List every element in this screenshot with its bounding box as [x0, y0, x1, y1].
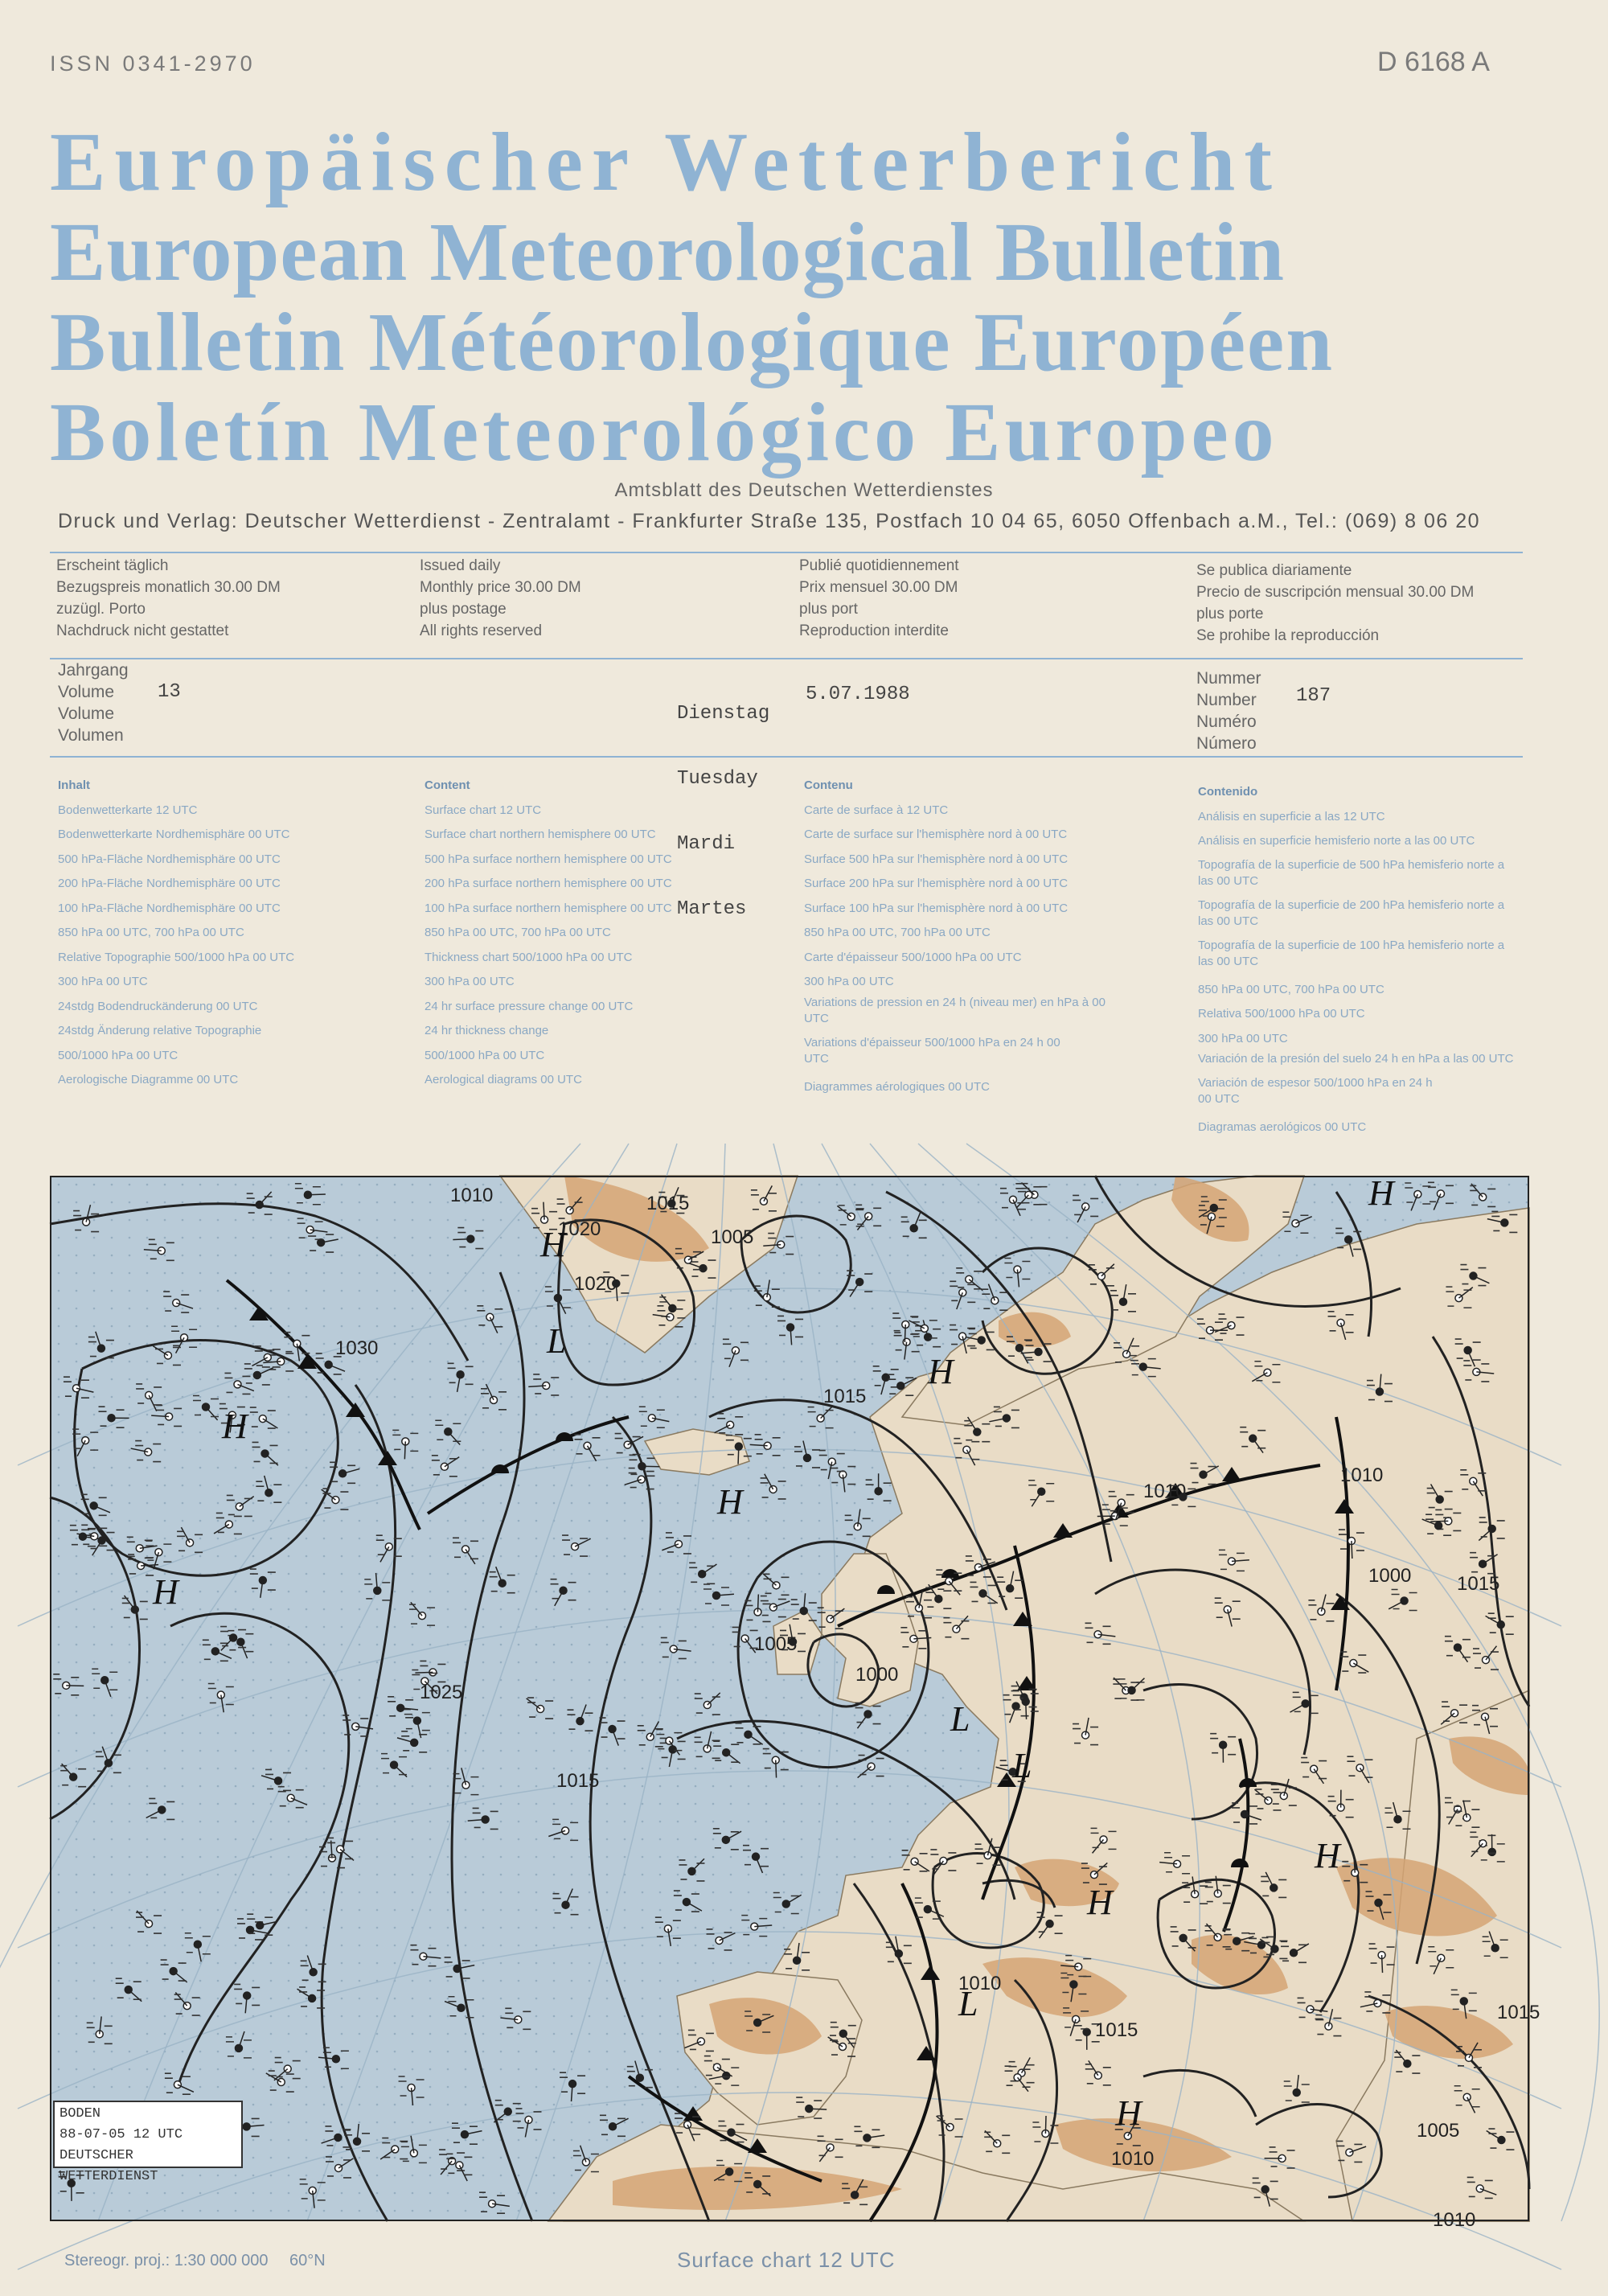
contents-item: Surface chart northern hemisphere 00 UTC	[425, 828, 656, 841]
station-circle	[1094, 2072, 1101, 2079]
isobar-label: 1005	[711, 1226, 754, 1248]
isobar-label: 1005	[1417, 2120, 1460, 2142]
station-circle	[1012, 1702, 1019, 1710]
contents-item: 300 hPa 00 UTC	[804, 975, 894, 988]
surface-weather-map	[50, 1173, 1540, 2231]
station-circle	[1038, 1488, 1045, 1495]
terms-line: Se publica diariamente	[1196, 562, 1352, 579]
station-circle	[462, 1546, 470, 1553]
projection-note: Stereogr. proj.: 1:30 000 000	[64, 2252, 269, 2269]
isobar-label: 1015	[556, 1770, 600, 1792]
station-circle	[1479, 1560, 1487, 1567]
wind-barb	[1045, 2116, 1046, 2134]
number-label: Number	[1196, 691, 1257, 709]
isobar-label: 1020	[574, 1273, 617, 1295]
contents-item: Carte de surface à 12 UTC	[804, 803, 949, 817]
contents-item: 24 hr surface pressure change 00 UTC	[425, 999, 634, 1013]
contents-item: Topografía de la superficie de 200 hPa hemisferio norte a las 00 UTC	[1198, 897, 1505, 928]
station-circle	[839, 2043, 847, 2051]
station-circle	[684, 1256, 691, 1263]
number-label: Nummer	[1196, 669, 1261, 688]
wind-barb	[1382, 1955, 1383, 1973]
contents-item: Surface chart 12 UTC	[425, 803, 542, 817]
isobar-label: 1010	[1111, 2148, 1155, 2170]
contents-spanish	[1198, 780, 1544, 1140]
isobar-label: 1030	[335, 1337, 379, 1359]
station-circle	[699, 1265, 707, 1272]
contents-item: Thickness chart 500/1000 hPa 00 UTC	[425, 950, 633, 964]
station-circle	[1118, 1499, 1125, 1506]
wind-barb	[904, 1325, 905, 1342]
wind-barb	[776, 1760, 777, 1778]
station-circle	[1015, 1345, 1023, 1352]
divider	[50, 552, 1523, 553]
wind-barb	[1026, 1702, 1027, 1719]
station-circle	[83, 1218, 90, 1226]
wind-barb	[757, 1594, 758, 1612]
contents-item: Aerologische Diagramme 00 UTC	[58, 1073, 239, 1086]
contents-item: Diagrammes aérologiques 00 UTC	[804, 1079, 990, 1094]
station-circle	[754, 2019, 761, 2027]
station-circle	[1482, 1713, 1489, 1720]
volume-label: Volumen	[58, 726, 124, 745]
station-circle	[173, 1300, 180, 1307]
title-german: Europäischer Wetterbericht	[50, 116, 1281, 208]
terms-line: Publié quotidiennement	[799, 557, 959, 574]
isobar-label: 1005	[754, 1633, 798, 1655]
wind-barb	[453, 1239, 470, 1240]
isobar-label: 1015	[1497, 2002, 1540, 2023]
terms-line: Precio de suscripción mensual 30.00 DM	[1196, 584, 1475, 601]
contents-item: Surface 500 hPa sur l'hemisphère nord à 00 UTC	[804, 852, 1069, 866]
contents-heading: Content	[425, 778, 470, 792]
volume-label: Volume	[58, 704, 115, 723]
contents-german	[58, 774, 294, 1093]
contents-item: Carte de surface sur l'hemisphère nord à 00 UTC	[804, 828, 1068, 841]
isobar-label: 1015	[1457, 1573, 1500, 1595]
contents-french	[804, 774, 1142, 1099]
station-circle	[1290, 1949, 1298, 1957]
weekday-labels	[677, 659, 769, 942]
divider	[50, 756, 1523, 758]
contents-heading: Contenido	[1198, 785, 1258, 799]
station-circle	[1498, 2137, 1505, 2144]
contents-item: Carte d'épaisseur 500/1000 hPa 00 UTC	[804, 950, 1022, 964]
pressure-center: L	[547, 1321, 567, 1361]
isobar-label: 1010	[450, 1185, 494, 1206]
weekday-label: Mardi	[677, 833, 736, 855]
station-circle	[1470, 1272, 1477, 1279]
contents-item: 300 hPa 00 UTC	[1198, 1031, 1288, 1045]
contents-item: Diagramas aerológicos 00 UTC	[1198, 1120, 1367, 1134]
contents-item: 200 hPa-Fläche Nordhemisphäre 00 UTC	[58, 877, 281, 890]
contents-item: 500/1000 hPa 00 UTC	[425, 1048, 545, 1062]
station-circle	[713, 2064, 720, 2071]
contents-item: Relative Topographie 500/1000 hPa 00 UTC	[58, 950, 295, 964]
station-circle	[699, 1571, 706, 1578]
terms-french	[799, 555, 959, 642]
legend-line: DEUTSCHER WETTERDIENST	[59, 2148, 158, 2184]
postal-code-label: D 6168 A	[1377, 47, 1490, 77]
terms-line: plus porte	[1196, 606, 1264, 622]
issue-number: 187	[1296, 685, 1331, 707]
volume-label: Volume	[58, 683, 115, 701]
contents-item: 300 hPa 00 UTC	[425, 975, 515, 988]
station-circle	[155, 1549, 162, 1556]
wind-barb	[404, 1441, 405, 1459]
isobar-label: 1025	[420, 1682, 463, 1703]
pressure-center: H	[717, 1482, 743, 1522]
station-circle	[683, 1899, 690, 1906]
terms-line: Monthly price 30.00 DM	[420, 579, 581, 596]
terms-line: zuzügl. Porto	[56, 601, 146, 618]
station-circle	[1123, 1350, 1130, 1357]
wind-barb	[738, 1447, 739, 1464]
station-circle	[582, 2158, 589, 2166]
station-circle	[722, 1836, 729, 1843]
contents-item: Variations d'épaisseur 500/1000 hPa en 24 h 00 UTC	[804, 1035, 1060, 1066]
station-circle	[1345, 1236, 1352, 1243]
contents-item: Relativa 500/1000 hPa 00 UTC	[1198, 1007, 1365, 1021]
contents-item: Aerological diagrams 00 UTC	[425, 1073, 582, 1086]
station-circle	[769, 1485, 777, 1493]
legend-line: 88-07-05 12 UTC	[59, 2127, 183, 2142]
pressure-center: L	[950, 1699, 970, 1739]
contents-item: 24stdg Änderung relative Topographie	[58, 1024, 262, 1037]
pressure-center: H	[1087, 1883, 1113, 1922]
contents-english	[425, 774, 672, 1093]
wind-barb	[1430, 1521, 1448, 1522]
contents-item: 200 hPa surface northern hemisphere 00 UTC	[425, 877, 672, 890]
isobar-label: 1010	[1143, 1481, 1187, 1502]
station-circle	[90, 1502, 97, 1509]
volume-label: Jahrgang	[58, 661, 129, 680]
terms-line: Nachdruck nicht gestattet	[56, 622, 229, 639]
pressure-center: H	[1116, 2093, 1142, 2133]
divider	[50, 658, 1523, 659]
terms-line: Issued daily	[420, 557, 501, 574]
contents-heading: Contenu	[804, 778, 853, 792]
station-circle	[1491, 1945, 1499, 1952]
title-french: Bulletin Météorologique Européen	[50, 296, 1335, 388]
contents-item: 500 hPa-Fläche Nordhemisphäre 00 UTC	[58, 852, 281, 866]
contents-item: 850 hPa 00 UTC, 700 hPa 00 UTC	[58, 926, 244, 939]
terms-line: plus postage	[420, 601, 507, 618]
pressure-center: H	[540, 1225, 566, 1264]
contents-item: 500/1000 hPa 00 UTC	[58, 1048, 178, 1062]
isobar-label: 1010	[1340, 1464, 1384, 1486]
contents-item: Bodenwetterkarte Nordhemisphäre 00 UTC	[58, 828, 290, 841]
contents-item: Análisis en superficie a las 12 UTC	[1198, 809, 1385, 824]
terms-line: Se prohibe la reproducción	[1196, 627, 1380, 644]
contents-item: 24stdg Bodendruckänderung 00 UTC	[58, 999, 258, 1013]
pressure-center: L	[958, 1984, 978, 2023]
pressure-center: H	[222, 1407, 248, 1446]
latitude-note: 60°N	[289, 2252, 326, 2269]
station-circle	[1224, 1606, 1231, 1613]
station-circle	[924, 1906, 931, 1913]
station-circle	[1292, 1220, 1299, 1227]
contents-item: Surface 100 hPa sur l'hemisphère nord à 00 UTC	[804, 901, 1069, 915]
pressure-center: H	[928, 1352, 954, 1391]
terms-spanish	[1196, 560, 1474, 647]
terms-line: Prix mensuel 30.00 DM	[799, 579, 958, 596]
issn-label: ISSN 0341-2970	[50, 51, 256, 76]
contents-item: 850 hPa 00 UTC, 700 hPa 00 UTC	[425, 926, 611, 939]
isobar-label: 1015	[646, 1193, 690, 1214]
pressure-center: L	[1012, 1746, 1032, 1785]
contents-item: 850 hPa 00 UTC, 700 hPa 00 UTC	[1198, 982, 1384, 996]
terms-german	[56, 555, 281, 642]
station-circle	[732, 1347, 739, 1354]
terms-line: Reproduction interdite	[799, 622, 949, 639]
weekday-label: Tuesday	[677, 768, 758, 790]
contents-item: 500 hPa surface northern hemisphere 00 UTC	[425, 852, 672, 866]
station-circle	[325, 1361, 332, 1368]
station-circle	[684, 2121, 691, 2129]
weekday-label: Martes	[677, 898, 747, 920]
contents-item: Topografía de la superficie de 100 hPa hemisferio norte a las 00 UTC	[1198, 938, 1505, 968]
contents-item: 850 hPa 00 UTC, 700 hPa 00 UTC	[804, 926, 991, 939]
terms-line: Bezugspreis monatlich 30.00 DM	[56, 579, 281, 596]
official-gazette-note: Amtsblatt des Deutschen Wetterdienstes	[614, 479, 994, 501]
terms-english	[420, 555, 581, 642]
station-circle	[974, 1563, 982, 1571]
isobar-label: 1015	[823, 1386, 867, 1407]
contents-item: 100 hPa surface northern hemisphere 00 UTC	[425, 901, 672, 915]
station-circle	[456, 2162, 463, 2169]
map-caption: Surface chart 12 UTC	[677, 2248, 896, 2272]
station-circle	[1436, 1496, 1443, 1503]
title-spanish: Boletín Meteorológico Europeo	[50, 386, 1278, 479]
contents-item: Análisis en superficie hemisferio norte a las 00 UTC	[1198, 834, 1475, 848]
pressure-center: H	[1368, 1173, 1394, 1213]
contents-item: Variación de la presión del suelo 24 h en hPa a las 00 UTC	[1198, 1052, 1514, 1066]
issue-date: 5.07.1988	[806, 684, 910, 705]
title-english: European Meteorological Bulletin	[50, 206, 1286, 298]
station-circle	[1261, 2186, 1269, 2193]
station-circle	[334, 2134, 342, 2141]
isobar-label: 1000	[855, 1664, 899, 1686]
number-label: Numéro	[1196, 713, 1257, 731]
isobar-label: 1010	[958, 1973, 1002, 1994]
contents-heading: Inhalt	[58, 778, 90, 792]
station-circle	[486, 1313, 494, 1321]
map-legend-box	[53, 2101, 243, 2184]
contents-item: 24 hr thickness change	[425, 1024, 549, 1037]
wind-barb	[308, 1194, 326, 1195]
terms-line: plus port	[799, 601, 858, 618]
station-circle	[1228, 1322, 1235, 1329]
legend-line: BODEN	[59, 2106, 101, 2121]
contents-item: Variación de espesor 500/1000 hPa en 24 h 00 UTC	[1198, 1076, 1433, 1106]
isobar-label: 1000	[1368, 1565, 1412, 1587]
number-label: Número	[1196, 734, 1257, 753]
number-labels	[1196, 667, 1261, 754]
contents-item: 100 hPa-Fläche Nordhemisphäre 00 UTC	[58, 901, 281, 915]
publisher-line: Druck und Verlag: Deutscher Wetterdienst - Zentralamt - Frankfurter Straße 135, Postfach 10 04 65, 6050 Offenbach a.M., Tel.: (069) 8 06 20	[58, 510, 1481, 532]
weekday-label: Dienstag	[677, 703, 770, 725]
station-circle	[335, 2164, 343, 2171]
station-circle	[562, 1827, 569, 1834]
station-circle	[1271, 1945, 1278, 1953]
terms-line: All rights reserved	[420, 622, 543, 639]
station-circle	[576, 1718, 584, 1725]
pressure-center: H	[1315, 1836, 1340, 1875]
contents-item: Bodenwetterkarte 12 UTC	[58, 803, 198, 817]
station-circle	[1280, 1793, 1287, 1800]
pressure-center: H	[153, 1572, 178, 1612]
station-circle	[287, 1794, 294, 1801]
isobar-label: 1015	[1095, 2019, 1138, 2041]
volume-labels	[58, 659, 129, 746]
station-circle	[856, 1279, 863, 1286]
station-circle	[265, 1489, 273, 1497]
volume-value: 13	[158, 681, 181, 703]
isobar-label: 1010	[1433, 2209, 1476, 2231]
station-circle	[1356, 1764, 1364, 1772]
station-circle	[1337, 1319, 1344, 1326]
contents-item: 300 hPa 00 UTC	[58, 975, 148, 988]
isobar-label: 1020	[558, 1218, 601, 1240]
contents-item: Surface 200 hPa sur l'hemisphère nord à 00 UTC	[804, 877, 1069, 890]
contents-item: Variations de pression en 24 h (niveau mer) en hPa à 00 UTC	[804, 995, 1106, 1025]
contents-item: Topografía de la superficie de 500 hPa hemisferio norte a las 00 UTC	[1198, 857, 1505, 888]
terms-line: Erscheint täglich	[56, 557, 169, 574]
